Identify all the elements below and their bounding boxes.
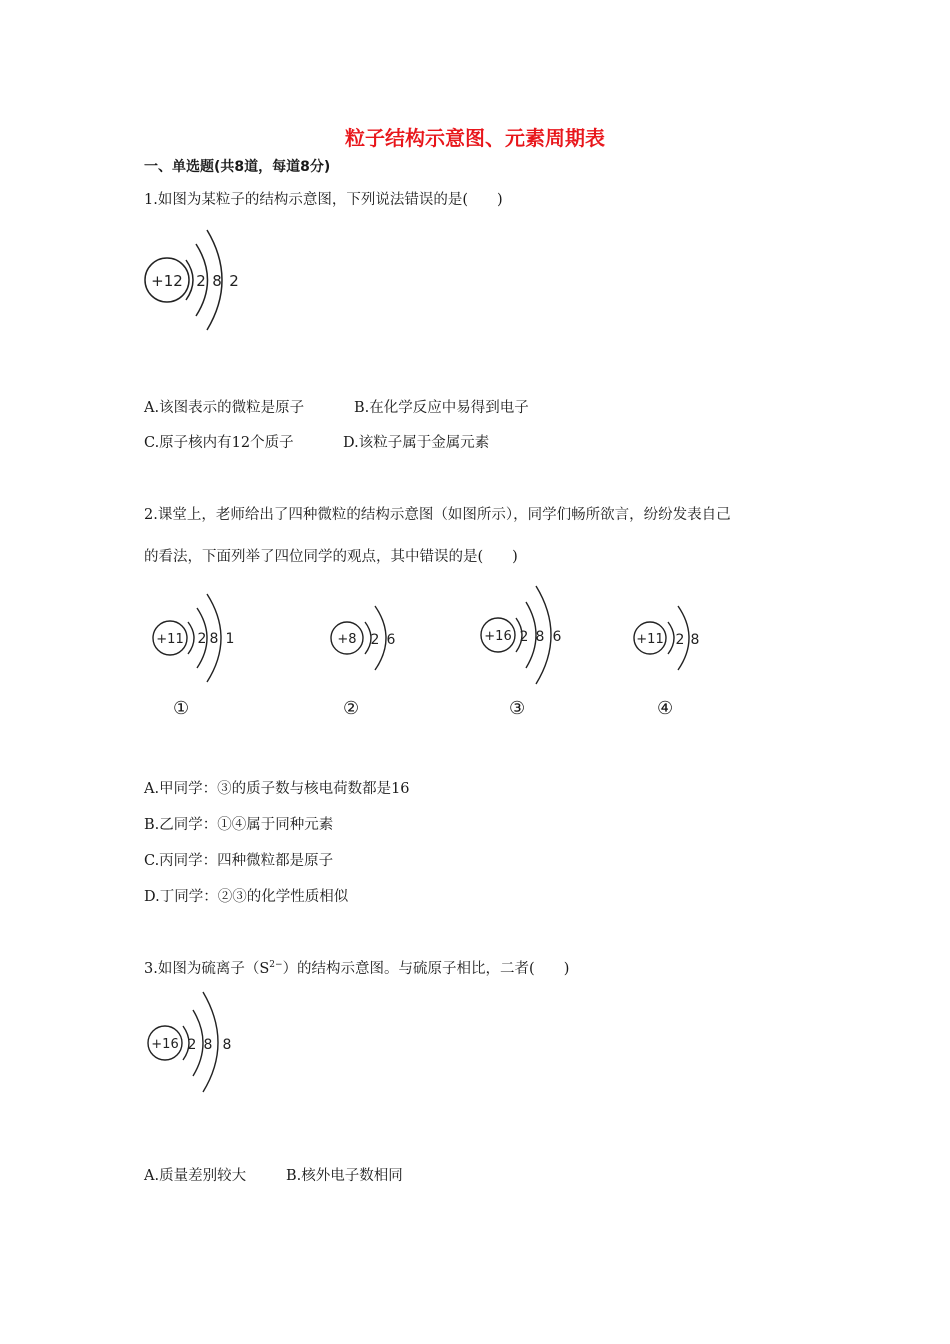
q2-atom-3-nucleus: +16 [484,629,512,644]
q2-option-a[interactable]: A.甲同学：③的质子数与核电荷数都是16 [144,781,410,797]
q2-option-b[interactable]: B.乙同学：①④属于同种元素 [144,817,334,833]
q2-atom-2-diagram [327,594,407,684]
q2-atom-1-nucleus: +11 [156,632,184,647]
q1-option-d[interactable]: D.该粒子属于金属元素 [343,435,490,451]
q2-label-4: ④ [657,698,674,719]
q2-atom-2-nucleus: +8 [337,632,357,647]
q1-shell-3: 2 [229,272,239,290]
q2-stem-line2: 的看法，下面列举了四位同学的观点，其中错误的是( ) [144,549,518,565]
q3-shell-1: 2 [187,1037,197,1053]
q2-atom-1-shell-2: 8 [209,631,219,647]
q1-option-a[interactable]: A.该图表示的微粒是原子 [144,400,305,416]
q3-stem-superscript: 2− [269,960,283,971]
q3-stem-pre: 3.如图为硫离子（S [144,961,270,977]
q1-nucleus: +12 [151,272,183,290]
q1-shell-2: 8 [212,272,222,290]
q2-atom-1-shell-1: 2 [197,631,207,647]
q2-atom-3-shell-3: 6 [552,629,562,645]
q3-shell-3: 8 [222,1037,232,1053]
q2-label-2: ② [343,698,360,719]
q3-stem-post: ）的结构示意图。与硫原子相比，二者( ) [282,961,570,977]
q2-atom-4-diagram [630,594,710,684]
q1-atom-diagram [140,228,250,336]
page-title: 粒子结构示意图、元素周期表 [345,126,605,150]
q2-label-3: ③ [509,698,526,719]
q2-atom-4-nucleus: +11 [636,632,664,647]
q2-atom-3-diagram [478,582,573,690]
q3-option-a[interactable]: A.质量差别较大 [144,1168,247,1184]
q2-atom-3-shell-2: 8 [535,629,545,645]
q2-atom-2-shell-2: 6 [386,632,396,648]
q3-shell-2: 8 [203,1037,213,1053]
q3-stem [144,957,569,978]
q2-atom-3-shell-1: 2 [519,629,529,645]
q2-atom-1-diagram [150,586,245,686]
q2-atom-2-shell-1: 2 [370,632,380,648]
q2-label-1: ① [173,698,190,719]
q3-nucleus: +16 [151,1037,179,1052]
q1-stem: 1.如图为某粒子的结构示意图，下列说法错误的是( ) [144,192,503,208]
q1-option-b[interactable]: B.在化学反应中易得到电子 [354,400,529,416]
section-heading: 一、单选题(共8道，每道8分) [144,159,331,175]
q2-option-d[interactable]: D.丁同学：②③的化学性质相似 [144,889,349,905]
q2-atom-1-shell-3: 1 [225,631,235,647]
q2-atom-4-shell-2: 8 [690,632,700,648]
q1-shell-1: 2 [196,272,206,290]
q1-option-c[interactable]: C.原子核内有12个质子 [144,435,294,451]
q3-option-b[interactable]: B.核外电子数相同 [286,1168,403,1184]
q2-option-c[interactable]: C.丙同学：四种微粒都是原子 [144,853,334,869]
q2-atom-4-shell-1: 2 [675,632,685,648]
q2-stem-line1: 2.课堂上，老师给出了四种微粒的结构示意图（如图所示），同学们畅所欲言，纷纷发表自己 [144,507,731,523]
q3-atom-diagram [145,988,240,1096]
